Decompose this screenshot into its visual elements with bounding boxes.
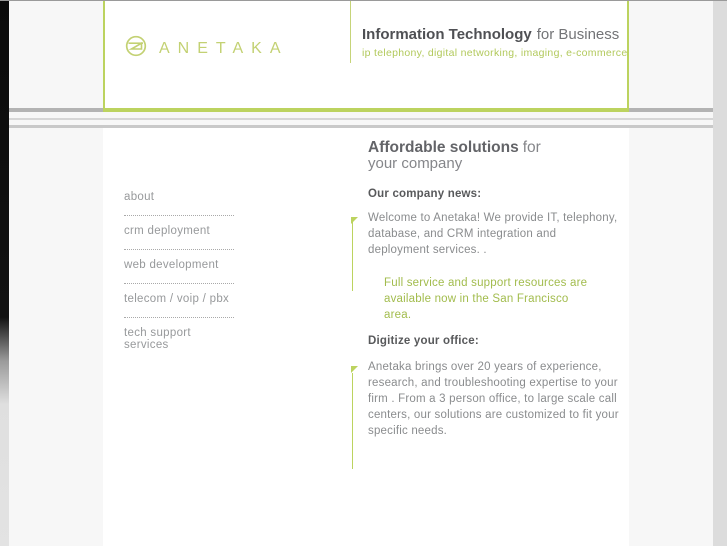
header-vertical-divider bbox=[350, 1, 351, 63]
sidebar-item-about[interactable]: about bbox=[124, 191, 234, 216]
paragraph-corner-icon bbox=[351, 211, 358, 218]
office-text: Anetaka brings over 20 years of experience, research, and troubleshooting expertise to your firm . From a 3 person office, to large scale call centers, our solutions are customized to fit your specific needs. bbox=[368, 361, 619, 437]
header-tagline: ip telephony, digital networking, imaging, e-commerce bbox=[362, 47, 628, 59]
paragraph-corner-icon bbox=[351, 360, 358, 367]
sidebar-item-telecom-voip-pbx[interactable]: telecom / voip / pbx bbox=[124, 293, 234, 318]
sidebar-item-web-development[interactable]: web development bbox=[124, 259, 234, 284]
divider-bar-left bbox=[9, 108, 103, 112]
divider-bar-green bbox=[103, 108, 629, 112]
right-edge-strip bbox=[713, 1, 727, 546]
header bbox=[103, 1, 629, 108]
heading-light: for bbox=[522, 139, 541, 156]
divider-line-lower bbox=[9, 125, 713, 128]
left-edge-strip bbox=[0, 1, 9, 546]
sidebar-item-crm-deployment[interactable]: crm deployment bbox=[124, 225, 234, 250]
divider-bar-right bbox=[629, 108, 713, 112]
paragraph-accent-line bbox=[352, 219, 353, 291]
office-section-label: Digitize your office: bbox=[368, 335, 479, 347]
office-paragraph-block bbox=[351, 359, 627, 439]
anetaka-logo-icon bbox=[125, 35, 147, 62]
header-title-bold: Information Technology bbox=[362, 26, 532, 43]
news-highlight-text: Full service and support resources are available now in the San Francisco area. bbox=[384, 277, 588, 321]
header-title-block bbox=[362, 26, 628, 59]
divider-line-upper bbox=[9, 118, 713, 120]
heading-bold: Affordable solutions bbox=[368, 139, 519, 156]
news-paragraph-block bbox=[351, 210, 627, 258]
paragraph-accent-line bbox=[352, 373, 353, 469]
heading-line2: your company bbox=[368, 155, 463, 172]
page-heading bbox=[368, 140, 638, 171]
header-title bbox=[362, 26, 622, 43]
logo-text: ANETAKA bbox=[159, 39, 289, 57]
sidebar-item-tech-support-services[interactable]: tech support services bbox=[124, 327, 191, 351]
news-section-label: Our company news: bbox=[368, 188, 482, 200]
logo[interactable] bbox=[125, 35, 289, 62]
news-text: Welcome to Anetaka! We provide IT, telephony, database, and CRM integration and deployment services. . bbox=[368, 212, 618, 256]
header-title-light: for Business bbox=[536, 26, 620, 43]
sidebar-nav bbox=[124, 191, 234, 372]
